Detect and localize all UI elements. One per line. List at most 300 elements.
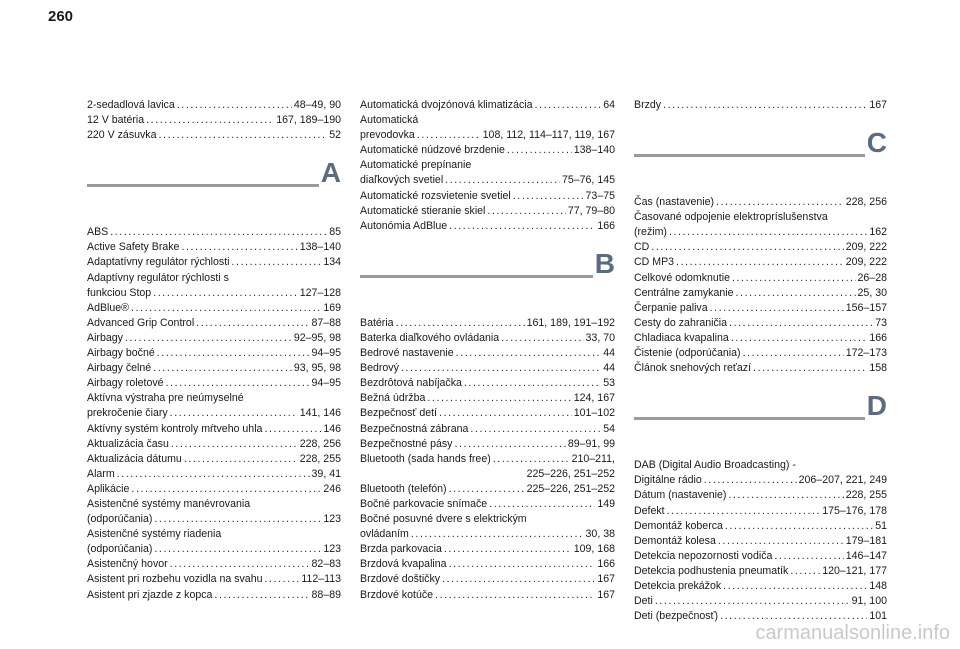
entry-term: AdBlue®	[87, 301, 129, 314]
dot-leader	[435, 588, 595, 603]
entry-pages: 48–49, 90	[293, 99, 341, 111]
index-entry	[87, 588, 341, 603]
index-entry	[360, 422, 615, 437]
dot-leader	[454, 437, 565, 452]
index-entry	[634, 504, 887, 519]
entry-pages: 161, 189, 191–192	[526, 316, 615, 329]
entry-pages: 124, 167	[573, 392, 615, 405]
index-entry	[87, 316, 341, 331]
index-entry	[634, 361, 887, 376]
index-entry	[87, 557, 341, 572]
index-entry-line: Adaptívny regulátor rýchlosti s	[87, 271, 229, 284]
entry-term: Airbagy čelné	[87, 362, 152, 375]
index-entry	[360, 173, 615, 188]
index-entry	[634, 488, 887, 503]
entry-term: Detekcia prekážok	[634, 579, 722, 592]
entry-term: Demontáž koberca	[634, 519, 723, 532]
entry-term: Bedrové nastavenie	[360, 347, 454, 360]
dot-leader	[159, 128, 328, 143]
entry-pages: 53	[603, 377, 615, 390]
entry-pages: 77, 79–80	[567, 204, 615, 217]
index-entry	[360, 391, 615, 406]
dot-leader	[669, 225, 867, 240]
dot-leader	[704, 473, 797, 488]
dot-leader	[456, 346, 602, 361]
entry-term: Deti (bezpečnosť)	[634, 610, 719, 623]
entry-term: Bluetooth (telefón)	[360, 482, 447, 495]
entry-pages: 246	[323, 482, 341, 495]
dot-leader	[445, 173, 560, 188]
section-header	[634, 390, 887, 448]
dot-leader	[449, 482, 525, 497]
entry-pages: 44	[603, 347, 615, 360]
dot-leader	[417, 128, 481, 143]
index-entry	[634, 534, 887, 549]
entry-pages: 167	[597, 588, 615, 601]
entry-term: Airbagy roletové	[87, 377, 164, 390]
index-entry	[87, 301, 341, 316]
entry-term: Alarm	[87, 467, 115, 480]
entry-pages: 73–75	[585, 189, 615, 202]
entry-pages: 51	[875, 519, 887, 532]
entry-term: Detekcia podhustenia pneumatík	[634, 564, 789, 577]
entry-pages: 166	[869, 331, 887, 344]
entry-pages: 87–88	[311, 316, 341, 329]
entry-term: Automatické núdzové brzdenie	[360, 144, 505, 157]
dot-leader	[170, 557, 310, 572]
dot-leader	[427, 391, 571, 406]
index-entry	[87, 113, 341, 128]
index-entry	[360, 331, 615, 346]
dot-leader	[131, 482, 321, 497]
dot-leader	[439, 406, 572, 421]
index-entry	[87, 255, 341, 270]
dot-leader	[396, 316, 525, 331]
entry-term: 12 V batéria	[87, 114, 145, 127]
entry-term: Automatická dvojzónová klimatizácia	[360, 99, 533, 111]
entry-term: CD MP3	[634, 256, 675, 269]
index-entry	[360, 437, 615, 452]
dot-leader	[731, 331, 867, 346]
entry-term: Čerpanie paliva	[634, 301, 708, 314]
entry-term: Bezpečnostná zábrana	[360, 422, 469, 435]
section-header	[360, 248, 615, 306]
entry-term: Dátum (nastavenie)	[634, 489, 727, 502]
dot-leader	[177, 98, 292, 113]
index-entry	[87, 406, 341, 421]
entry-term: Aplikácie	[87, 482, 130, 495]
entry-pages: 120–121, 177	[822, 564, 887, 577]
index-entry	[634, 594, 887, 609]
index-entry	[87, 467, 341, 482]
dot-leader	[449, 219, 595, 234]
entry-term: Aktívny systém kontroly mŕtveho uhla	[87, 422, 263, 435]
dot-leader	[651, 240, 843, 255]
section-letter: A	[320, 157, 341, 189]
entry-pages: 94–95	[311, 377, 341, 390]
dot-leader	[170, 406, 298, 421]
entry-pages: 39, 41	[311, 467, 341, 480]
index-entry	[634, 564, 887, 579]
dot-leader	[513, 189, 584, 204]
entry-pages: 94–95	[311, 347, 341, 360]
index-entry-line: Časované odpojenie elektropríslušenstva	[634, 211, 828, 224]
index-entry	[634, 225, 887, 240]
index-entry	[360, 482, 615, 497]
entry-pages: 26–28	[857, 271, 887, 284]
entry-pages: 64	[603, 99, 615, 111]
dot-leader	[444, 542, 572, 557]
entry-pages: 89–91, 99	[567, 437, 615, 450]
index-entry	[360, 316, 615, 331]
index-entry	[360, 143, 615, 158]
dot-leader	[214, 588, 309, 603]
dot-leader	[171, 437, 298, 452]
index-entry	[634, 331, 887, 346]
index-entry	[87, 128, 341, 143]
dot-leader	[131, 301, 321, 316]
watermark: carmanualsonline.info	[755, 622, 950, 644]
index-entry-line: Automatická	[360, 114, 419, 127]
entry-pages: 167, 189–190	[276, 114, 341, 127]
index-entry	[360, 527, 615, 542]
entry-term: Brzda parkovacia	[360, 543, 442, 556]
dot-leader	[774, 549, 843, 564]
entry-term: Deti	[634, 595, 653, 608]
entry-term: (odporúčania)	[87, 543, 153, 556]
entry-term: Autonómia AdBlue	[360, 219, 448, 232]
dot-leader	[154, 512, 321, 527]
entry-term: Aktualizácia dátumu	[87, 452, 182, 465]
entry-pages: 134	[323, 256, 341, 269]
entry-pages: 225–226, 251–252	[526, 482, 615, 495]
entry-pages: 30, 38	[585, 528, 615, 541]
entry-pages: 75–76, 145	[561, 174, 615, 187]
entry-term: 2-sedadlová lavica	[87, 99, 175, 111]
index-entry	[634, 549, 887, 564]
dot-leader	[725, 519, 873, 534]
entry-term: Čistenie (odporúčania)	[634, 347, 741, 360]
entry-pages: 169	[323, 301, 341, 314]
dot-leader	[753, 361, 867, 376]
entry-pages: 228, 255	[299, 452, 341, 465]
index-entry-line: Asistenčné systémy manévrovania	[87, 497, 251, 510]
entry-term: Baterka diaľkového ovládania	[360, 331, 500, 344]
entry-term: Brzdové kotúče	[360, 588, 434, 601]
section-header	[87, 157, 341, 215]
index-entry	[87, 331, 341, 346]
entry-pages: 148	[869, 579, 887, 592]
index-entry	[360, 128, 615, 143]
entry-pages-continued: 225–226, 251–252	[526, 467, 615, 480]
entry-pages: 112–113	[301, 573, 341, 586]
dot-leader	[154, 542, 321, 557]
entry-term: Asistent pri rozbehu vozidla na svahu	[87, 573, 263, 586]
entry-pages: 123	[323, 543, 341, 556]
dot-leader	[470, 422, 601, 437]
entry-term: Adaptatívny regulátor rýchlosti	[87, 256, 230, 269]
index-entry	[360, 452, 615, 467]
entry-term: Brzdové doštičky	[360, 573, 441, 586]
entry-term: Brzdová kvapalina	[360, 558, 447, 571]
index-entry	[87, 437, 341, 452]
dot-leader	[487, 204, 565, 219]
dot-leader	[718, 534, 844, 549]
section-divider	[87, 184, 319, 187]
entry-pages: 228, 256	[845, 196, 887, 209]
entry-pages: 88–89	[311, 588, 341, 601]
index-entry	[634, 286, 887, 301]
entry-pages: 210–211,	[571, 452, 615, 465]
entry-term: Demontáž kolesa	[634, 534, 716, 547]
index-entry	[360, 572, 615, 587]
index-entry	[360, 557, 615, 572]
entry-pages: 166	[597, 219, 615, 232]
entry-term: Advanced Grip Control	[87, 316, 195, 329]
entry-pages: 209, 222	[845, 241, 887, 254]
dot-leader	[125, 331, 292, 346]
entry-pages: 149	[597, 497, 615, 510]
dot-leader	[736, 286, 856, 301]
entry-pages: 54	[603, 422, 615, 435]
entry-pages: 206–207, 221, 249	[798, 474, 887, 487]
entry-term: 220 V zásuvka	[87, 129, 157, 142]
entry-pages: 101	[869, 610, 887, 623]
page-number: 260	[48, 8, 74, 25]
entry-term: diaľkových svetiel	[360, 174, 444, 187]
dot-leader	[655, 594, 850, 609]
entry-pages: 101–102	[573, 407, 615, 420]
dot-leader	[663, 98, 867, 113]
entry-term: Chladiaca kvapalina	[634, 331, 729, 344]
dot-leader	[493, 452, 570, 467]
entry-term: Brzdy	[634, 99, 662, 111]
entry-pages: 172–173	[845, 347, 887, 360]
entry-pages: 85	[329, 226, 341, 239]
dot-leader	[264, 422, 321, 437]
entry-term: Bedrový	[360, 362, 399, 375]
dot-leader	[507, 143, 572, 158]
section-divider	[634, 417, 865, 420]
index-entry	[360, 406, 615, 421]
entry-term: Bezpečnosť detí	[360, 407, 438, 420]
entry-term: Čas (nastavenie)	[634, 196, 715, 209]
entry-pages: 44	[603, 362, 615, 375]
entry-term: Airbagy	[87, 331, 123, 344]
entry-term: Bežná údržba	[360, 392, 426, 405]
entry-term: Asistent pri zjazde z kopca	[87, 588, 213, 601]
index-entry	[634, 346, 887, 361]
entry-pages: 82–83	[311, 558, 341, 571]
entry-pages: 162	[869, 226, 887, 239]
section-letter: C	[866, 127, 887, 159]
entry-term: prekročenie čiary	[87, 407, 168, 420]
index-column-2	[360, 98, 615, 603]
entry-pages: 92–95, 98	[293, 331, 341, 344]
dot-leader	[535, 98, 602, 113]
entry-pages: 91, 100	[851, 595, 887, 608]
index-entry	[87, 512, 341, 527]
entry-pages: 141, 146	[299, 407, 341, 420]
index-entry	[360, 346, 615, 361]
dot-leader	[790, 564, 820, 579]
entry-term: Centrálne zamykanie	[634, 286, 734, 299]
entry-pages: 25, 30	[857, 286, 887, 299]
index-column-3	[634, 98, 887, 624]
index-entry	[87, 452, 341, 467]
entry-pages: 93, 95, 98	[293, 362, 341, 375]
entry-pages: 156–157	[845, 301, 887, 314]
entry-pages: 146–147	[845, 549, 887, 562]
dot-leader	[184, 452, 298, 467]
index-entry	[87, 225, 341, 240]
entry-pages: 108, 112, 114–117, 119, 167	[482, 129, 615, 142]
entry-term: Automatické rozsvietenie svetiel	[360, 189, 511, 202]
index-entry	[87, 361, 341, 376]
dot-leader	[728, 488, 843, 503]
entry-pages: 127–128	[299, 286, 341, 299]
index-entry	[360, 497, 615, 512]
entry-pages: 167	[869, 99, 887, 111]
entry-term: Článok snehových reťazí	[634, 362, 752, 375]
entry-pages: 138–140	[299, 241, 341, 254]
index-entry	[87, 346, 341, 361]
index-entry	[360, 189, 615, 204]
entry-pages: 167	[597, 573, 615, 586]
section-letter: D	[866, 390, 887, 422]
index-entry	[87, 240, 341, 255]
index-entry	[634, 240, 887, 255]
dot-leader	[117, 467, 310, 482]
index-entry	[634, 98, 887, 113]
index-entry	[360, 98, 615, 113]
dot-leader	[265, 572, 300, 587]
entry-term: Bezdrôtová nabíjačka	[360, 377, 462, 390]
entry-term: ovládaním	[360, 528, 409, 541]
entry-term: funkciou Stop	[87, 286, 152, 299]
entry-term: Digitálne rádio	[634, 474, 702, 487]
dot-leader	[449, 557, 596, 572]
index-column-1	[87, 98, 341, 603]
index-entry-line: Bočné posuvné dvere s elektrickým	[360, 513, 527, 526]
dot-leader	[743, 346, 844, 361]
entry-term: Active Safety Brake	[87, 241, 180, 254]
index-entry	[87, 98, 341, 113]
entry-term: Bluetooth (sada hands free)	[360, 452, 491, 465]
dot-leader	[401, 361, 601, 376]
entry-term: (režim)	[634, 226, 667, 239]
entry-pages: 33, 70	[585, 331, 615, 344]
entry-pages: 228, 256	[299, 437, 341, 450]
entry-term: Bočné parkovacie snímače	[360, 497, 488, 510]
entry-term: Cesty do zahraničia	[634, 316, 728, 329]
entry-term: Celkové odomknutie	[634, 271, 730, 284]
entry-pages: 166	[597, 558, 615, 571]
index-entry	[634, 195, 887, 210]
dot-leader	[146, 113, 274, 128]
index-entry	[87, 286, 341, 301]
dot-leader	[729, 316, 873, 331]
dot-leader	[723, 579, 867, 594]
dot-leader	[196, 316, 309, 331]
section-header	[634, 127, 887, 185]
index-entry	[360, 376, 615, 391]
dot-leader	[411, 527, 584, 542]
index-entry-line: Aktívna výstraha pre neúmyselné	[87, 392, 244, 405]
index-entry	[360, 219, 615, 234]
index-entry	[87, 376, 341, 391]
entry-term: Automatické stieranie skiel	[360, 204, 486, 217]
entry-pages: 175–176, 178	[822, 504, 887, 517]
index-entry	[634, 271, 887, 286]
dot-leader	[442, 572, 595, 587]
index-entry-line: Automatické prepínanie	[360, 159, 472, 172]
index-entry	[360, 204, 615, 219]
entry-term: CD	[634, 241, 650, 254]
dot-leader	[710, 301, 844, 316]
dot-leader	[464, 376, 601, 391]
entry-term: Airbagy bočné	[87, 347, 155, 360]
dot-leader	[153, 286, 298, 301]
entry-term: Aktualizácia času	[87, 437, 169, 450]
index-entry-line: DAB (Digital Audio Broadcasting) -	[634, 459, 796, 472]
index-entry	[87, 482, 341, 497]
entry-pages: 138–140	[573, 144, 615, 157]
entry-term: Asistenčný hovor	[87, 558, 168, 571]
entry-term: Detekcia nepozornosti vodiča	[634, 549, 773, 562]
dot-leader	[667, 504, 821, 519]
entry-pages: 158	[869, 362, 887, 375]
dot-leader	[153, 361, 292, 376]
section-divider	[360, 275, 593, 278]
entry-term: Bezpečnostné pásy	[360, 437, 453, 450]
index-entry	[360, 542, 615, 557]
index-entry	[634, 255, 887, 270]
entry-term: Defekt	[634, 504, 665, 517]
entry-pages: 179–181	[845, 534, 887, 547]
dot-leader	[716, 195, 844, 210]
index-entry	[360, 588, 615, 603]
entry-term: ABS	[87, 226, 109, 239]
entry-pages: 123	[323, 513, 341, 526]
entry-pages: 209, 222	[845, 256, 887, 269]
dot-leader	[676, 255, 844, 270]
entry-pages: 73	[875, 316, 887, 329]
dot-leader	[732, 271, 856, 286]
index-entry	[634, 301, 887, 316]
index-entry	[87, 422, 341, 437]
index-entry	[634, 579, 887, 594]
dot-leader	[181, 240, 297, 255]
dot-leader	[157, 346, 310, 361]
entry-term: Batéria	[360, 316, 394, 329]
index-entry	[360, 361, 615, 376]
dot-leader	[110, 225, 327, 240]
entry-term: (odporúčania)	[87, 513, 153, 526]
index-entry	[634, 473, 887, 488]
entry-pages: 146	[323, 422, 341, 435]
dot-leader	[166, 376, 310, 391]
entry-pages: 109, 168	[573, 543, 615, 556]
dot-leader	[501, 331, 583, 346]
section-letter: B	[594, 247, 615, 279]
entry-pages: 52	[329, 129, 341, 142]
index-entry	[634, 519, 887, 534]
entry-term: prevodovka	[360, 129, 415, 142]
dot-leader	[489, 497, 595, 512]
section-divider	[634, 154, 865, 157]
index-entry-line: Asistenčné systémy riadenia	[87, 528, 222, 541]
